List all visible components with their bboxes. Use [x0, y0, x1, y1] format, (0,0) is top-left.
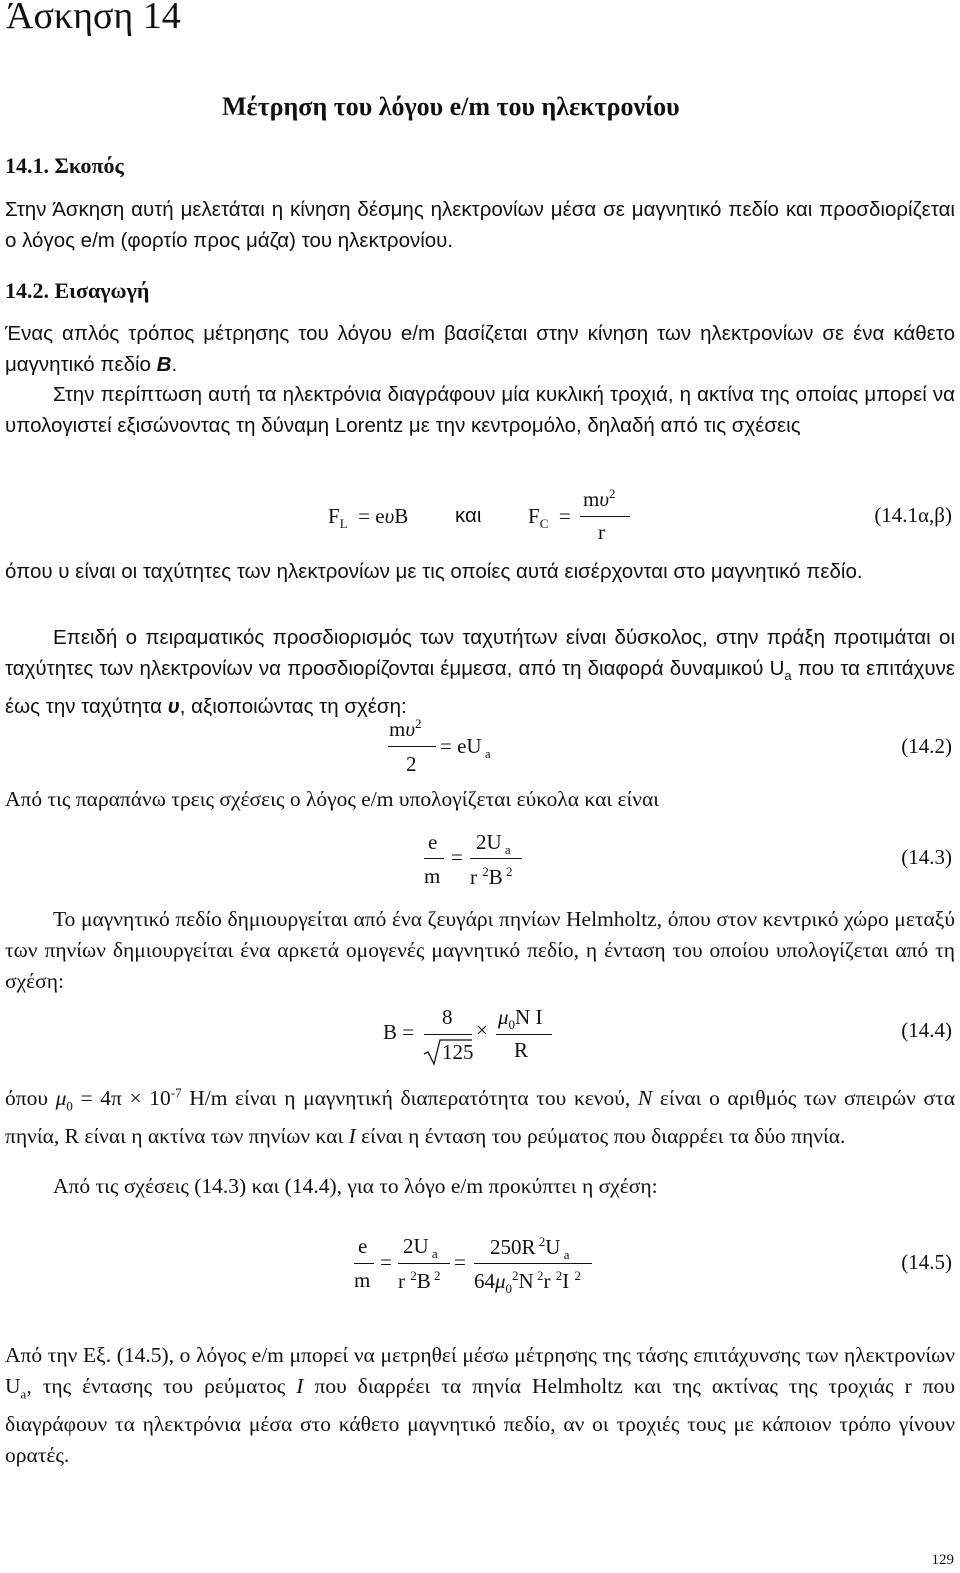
eq1-centripetal-lhs: $F_C$ = — [528, 504, 571, 532]
chapter-subtitle: Μέτρηση του λόγου e/m του ηλεκτρονίου — [222, 92, 680, 121]
eq3-equals: = — [451, 845, 463, 869]
eq5-number: (14.5) — [901, 1250, 952, 1274]
eq2-numerator: $m\upsilon^2$ — [389, 716, 422, 741]
eq1-denominator: r — [598, 520, 605, 544]
eq5-mid-den: r $^2$B $^2$ — [398, 1268, 441, 1293]
eq1-fraction-bar — [580, 516, 630, 517]
eq3-rhs-num: 2U $_a$ — [476, 830, 511, 858]
eq4-times: × — [476, 1018, 488, 1042]
eq3-rhs-den: r $^2$B $^2$ — [470, 864, 513, 889]
eq4-frac2-num: $\mu_0N$ I — [498, 1005, 543, 1033]
eq5-lhs-num: e — [358, 1234, 368, 1258]
eq4-frac1-bar — [424, 1034, 472, 1035]
intro-paragraph-7: όπου $\mu_0 = 4\pi \times 10^{-7}$ H/m είναι η μαγνητική διαπερατότητα του κενού, N είναι ο αριθμός των σπειρών στα πηνία, R είναι η ακτίνα των πηνίων και I είναι η ένταση του ρεύματος που διαρρέει τα δύο πηνία. — [5, 1085, 956, 1149]
eq3-number: (14.3) — [901, 845, 952, 869]
aim-paragraph: Στην Άσκηση αυτή μελετάται η κίνηση δέσμης ηλεκτρονίων μέσα σε μαγνητικό πεδίο και προσδιορίζεται ο λόγος e/m (φορτίο προς μάζα) του ηλεκτρονίου. — [5, 198, 955, 252]
eq4-lhs: B = — [383, 1020, 415, 1044]
eq1-numerator: $m\upsilon^2$ — [583, 486, 616, 511]
eq1-lorentz: $F_L = e\upsilon B$ — [328, 504, 409, 532]
intro-paragraph-9: Από την Εξ. (14.5), ο λόγος e/m μπορεί να μετρηθεί μέσω μέτρησης της τάσης επιτάχυνσης των ηλεκτρονίων $U_a$, της έντασης του ρεύματος I που διαρρέει τα πηνία Helmholtz και της ακτίνας της τροχιάς r που διαγράφουν τα ηλεκτρόνια μέσα στο κάθετο μαγνητικό πεδίο, αν οι τροχιές τους με κάποιον τρόπο γίνουν ορατές. — [5, 1343, 956, 1468]
eq5-mid-num: 2U $_a$ — [403, 1234, 438, 1262]
eq4-number: (14.4) — [901, 1018, 952, 1042]
eq5-mid-bar — [398, 1263, 450, 1264]
intro-paragraph-4: Επειδή ο πειραματικός προσδιορισμός των ταχυτήτων είναι δύσκολος, στην πράξη προτιμάται οι ταχύτητες των ηλεκτρονίων να προσδιορίζονται έμμεσα, από τη διαφορά δυναμικού $U_a$ που τα επιτάχυνε έως την ταχύτητα υ, αξιοποιώντας τη σχέση: — [5, 626, 955, 719]
eq3-lhs-bar — [424, 858, 444, 859]
intro-paragraph-6: Το μαγνητικό πεδίο δημιουργείται από ένα ζευγάρι πηνίων Helmholtz, όπου στον κεντρικό χώρο μεταξύ των πηνίων δημιουργείται ένα αρκετά ομογενές μαγνητικό πεδίο, η ένταση του οποίου υπολογίζεται από τη σχέση: — [5, 907, 955, 993]
eq5-rhs-bar — [474, 1263, 592, 1264]
eq2-fraction-bar — [388, 746, 436, 747]
eq2-rhs: = eU $_a$ — [440, 734, 491, 762]
eq4-frac2-den: R — [514, 1038, 529, 1062]
eq4-frac2-bar — [496, 1034, 552, 1035]
eq5-rhs-num: 250R $^2$U $_a$ — [490, 1234, 570, 1263]
eq5-lhs-bar — [354, 1263, 374, 1264]
eq4-frac1-den: 125 — [442, 1040, 474, 1064]
eq3-lhs-num: e — [428, 830, 438, 854]
intro-paragraph-3: όπου υ είναι οι ταχύτητες των ηλεκτρονίων με τις οποίες αυτά εισέρχονται στο μαγνητικό πεδίο. — [5, 560, 863, 583]
eq2-number: (14.2) — [901, 734, 952, 758]
eq5-lhs-den: m — [354, 1268, 371, 1292]
field-symbol-b: B — [156, 353, 172, 376]
eq5-eq1: = — [380, 1250, 392, 1274]
eq3-lhs-den: m — [424, 864, 441, 888]
intro-paragraph-5: Από τις παραπάνω τρεις σχέσεις ο λόγος e/m υπολογίζεται εύκολα και είναι — [5, 787, 660, 811]
eq5-eq2: = — [454, 1250, 466, 1274]
eq4-frac1-num: 8 — [442, 1005, 453, 1029]
intro-paragraph-8: Από τις σχέσεις (14.3) και (14.4), για το λόγο e/m προκύπτει η σχέση: — [53, 1174, 658, 1198]
eq5-rhs-den: $64\mu_0^2N$ $^2$r $^2$I $^2$ — [474, 1268, 581, 1297]
page-number: 129 — [931, 1552, 954, 1568]
eq3-rhs-bar — [470, 858, 522, 859]
eq1-number: (14.1α,β) — [874, 503, 952, 527]
eq2-denominator: 2 — [406, 752, 417, 776]
section-heading-aim: 14.1. Σκοπός — [5, 153, 124, 178]
intro-paragraph-1: Ένας απλός τρόπος μέτρησης του λόγου e/m βασίζεται στην κίνηση των ηλεκτρονίων σε ένα κάθετο μαγνητικό πεδίο B. — [5, 322, 955, 376]
eq1-and: και — [455, 504, 482, 527]
chapter-title: Άσκηση 14 — [6, 0, 181, 37]
section-heading-intro: 14.2. Εισαγωγή — [5, 278, 150, 303]
intro-paragraph-2: Στην περίπτωση αυτή τα ηλεκτρόνια διαγράφουν μία κυκλική τροχιά, η ακτίνα της οποίας μπορεί να υπολογιστεί εξισώνοντας τη δύναμη Lorentz με την κεντρομόλο, δηλαδή από τις σχέσεις — [5, 383, 955, 437]
